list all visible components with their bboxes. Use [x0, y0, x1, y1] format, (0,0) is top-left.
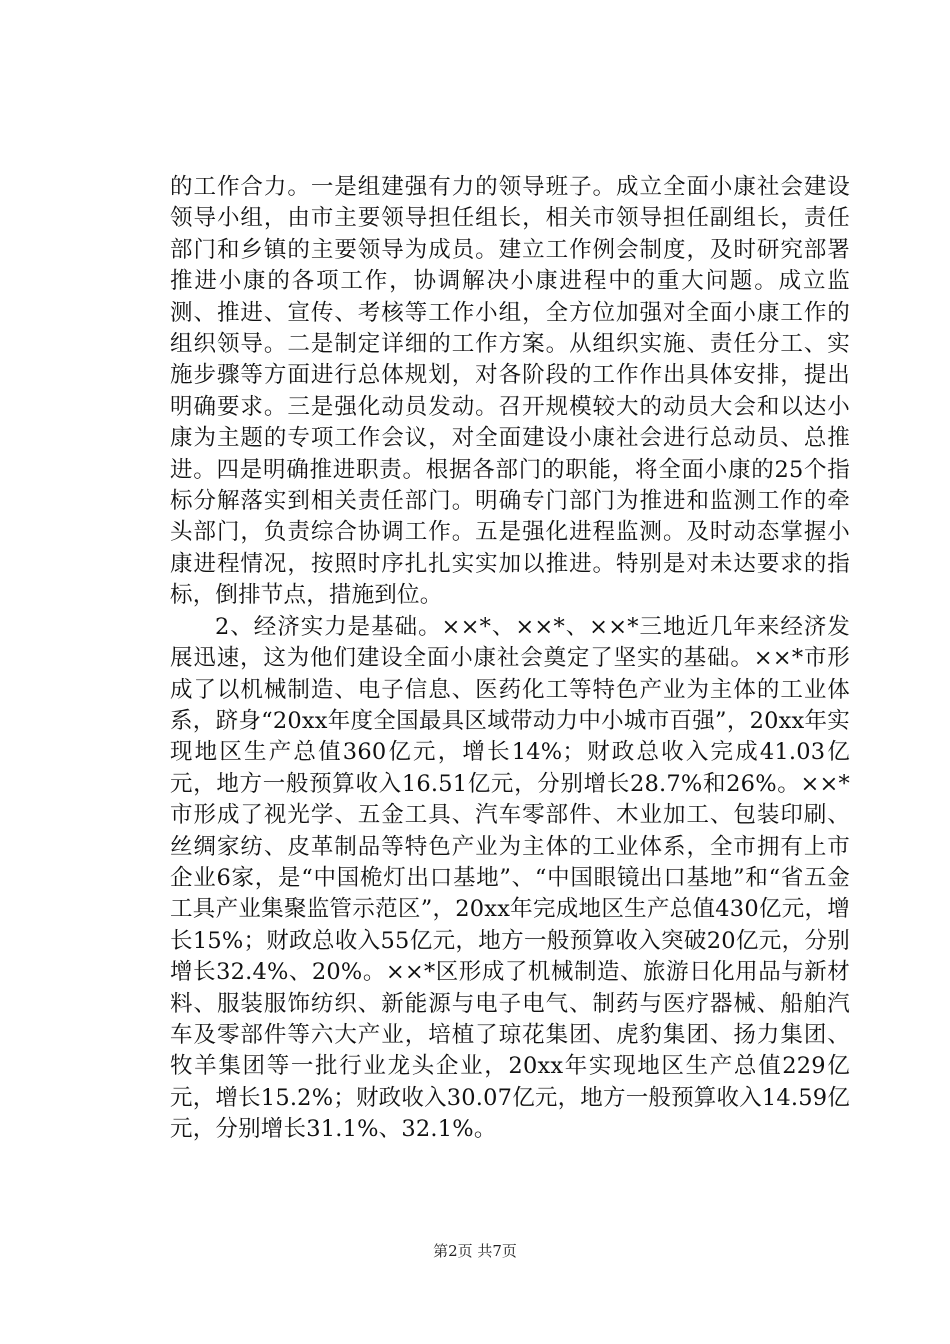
paragraph-work-synergy: 的工作合力。一是组建强有力的领导班子。成立全面小康社会建设领导小组，由市主要领导担任组长，相关市领导担任副组长，责任部门和乡镇的主要领导为成员。建立工作例会制度，及时研究部署推进小康的各项工作，协调解决小康进程中的重大问题。成立监测、推进、宣传、考核等工作小组，全方位加强对全面小康工作的组织领导。二是制定详细的工作方案。从组织实施、责任分工、实施步骤等方面进行总体规划，对各阶段的工作作出具体安排，提出明确要求。三是强化动员发动。召开规模较大的动员大会和以达小康为主题的专项工作会议，对全面建设小康社会进行总动员、总推进。四是明确推进职责。根据各部门的职能，将全面小康的25个指标分解落实到相关责任部门。明确专门部门为推进和监测工作的牵头部门，负责综合协调工作。五是强化进程监测。及时动态掌握小康进程情况，按照时序扎扎实实加以推进。特别是对未达要求的指标，倒排节点，措施到位。 [170, 174, 850, 609]
document-body [170, 172, 850, 1146]
paragraph-economic-strength: 2、经济实力是基础。××*、××*、××*三地近几年来经济发展迅速，这为他们建设全面小康社会奠定了坚实的基础。××*市形成了以机械制造、电子信息、医药化工等特色产业为主体的工业体系，跻身“20xx年度全国最具区域带动力中小城市百强”，20xx年实现地区生产总值360亿元，增长14%；财政总收入完成41.03亿元，地方一般预算收入16.51亿元，分别增长28.7%和26%。××*市形成了视光学、五金工具、汽车零部件、木业加工、包装印刷、丝绸家纺、皮革制品等特色产业为主体的工业体系，全市拥有上市企业6家，是“中国桅灯出口基地”、“中国眼镜出口基地”和“省五金工具产业集聚监管示范区”，20xx年完成地区生产总值430亿元，增长15%；财政总收入55亿元，地方一般预算收入突破20亿元，分别增长32.4%、20%。××*区形成了机械制造、旅游日化用品与新材料、服装服饰纺织、新能源与电子电气、制药与医疗器械、船舶汽车及零部件等六大产业，培植了琼花集团、虎豹集团、扬力集团、牧羊集团等一批行业龙头企业，20xx年实现地区生产总值229亿元，增长15.2%；财政收入30.07亿元，地方一般预算收入14.59亿元，分别增长31.1%、32.1%。 [170, 613, 851, 1143]
page-footer: 第2页 共7页 [433, 1242, 517, 1260]
